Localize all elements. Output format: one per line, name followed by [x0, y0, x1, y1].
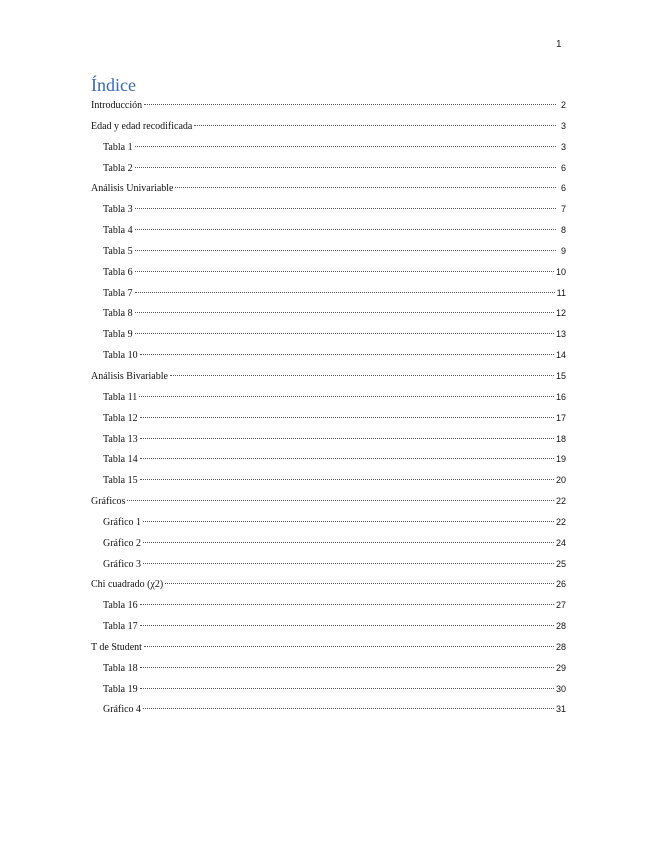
toc-entry-page: 18: [555, 433, 566, 444]
toc-entry-page: 17: [555, 412, 566, 423]
toc-entry-label: Tabla 13: [103, 433, 138, 445]
toc-entry[interactable]: [91, 305, 566, 326]
toc-dot-leader: [140, 458, 554, 459]
toc-entry-label: Tabla 5: [103, 245, 133, 257]
toc-entry-page: 26: [555, 579, 566, 590]
toc-entry-label: Tabla 17: [103, 621, 138, 633]
toc-dot-leader: [135, 167, 556, 168]
toc-entry[interactable]: [91, 597, 566, 618]
toc-entry-page: 19: [555, 454, 566, 465]
toc-entry[interactable]: [91, 243, 566, 264]
toc-entry[interactable]: [91, 701, 566, 722]
toc-entry-page: 2: [560, 100, 566, 110]
toc-entry-label: Tabla 18: [103, 662, 138, 674]
toc-entry[interactable]: [91, 410, 566, 431]
toc-entry-page: 9: [560, 245, 566, 256]
toc-entry-page: 10: [555, 266, 566, 277]
toc-entry-page: 28: [555, 621, 566, 632]
toc-dot-leader: [135, 292, 555, 293]
toc-entry[interactable]: [91, 285, 566, 306]
toc-entry-page: 14: [555, 350, 566, 361]
toc-entry-label: Tabla 8: [103, 308, 133, 320]
toc-entry[interactable]: [91, 681, 566, 702]
toc-entry-label: Tabla 7: [103, 287, 133, 299]
toc-dot-leader: [175, 187, 556, 188]
toc-entry-page: 12: [555, 308, 566, 319]
toc-dot-leader: [140, 688, 554, 689]
toc-entry-label: Gráficos: [91, 496, 126, 508]
toc-entry-page: 3: [560, 141, 566, 152]
toc-entry[interactable]: [91, 472, 566, 493]
page-number: 1: [556, 39, 562, 50]
toc-entry[interactable]: [91, 201, 566, 222]
toc-dot-leader: [135, 312, 554, 313]
toc-entry[interactable]: [91, 493, 566, 514]
toc-entry[interactable]: [91, 660, 566, 681]
toc-entry-page: 20: [555, 475, 566, 486]
toc-dot-leader: [140, 354, 554, 355]
toc-entry-label: Tabla 9: [103, 329, 133, 341]
toc-entry[interactable]: [91, 535, 566, 556]
toc-entry-label: Tabla 11: [103, 391, 138, 403]
toc-entry[interactable]: [91, 368, 566, 389]
toc-dot-leader: [139, 396, 554, 397]
toc-entry[interactable]: [91, 576, 566, 597]
toc-entry-label: T de Student: [91, 641, 142, 653]
toc-entry-label: Análisis Bivariable: [91, 370, 168, 382]
toc-entry-page: 31: [555, 704, 566, 715]
toc-dot-leader: [144, 104, 556, 105]
toc-entry[interactable]: [91, 118, 566, 139]
toc-entry-label: Chi cuadrado (χ2): [91, 579, 164, 591]
toc-entry-page: 24: [555, 537, 566, 548]
toc-entry[interactable]: [91, 139, 566, 160]
toc-dot-leader: [140, 604, 554, 605]
toc-entry-label: Tabla 19: [103, 683, 138, 695]
toc-dot-leader: [140, 438, 554, 439]
toc-entry-page: 7: [560, 204, 566, 215]
toc-entry[interactable]: [91, 451, 566, 472]
toc-entry-label: Tabla 10: [103, 350, 138, 362]
toc-dot-leader: [143, 542, 554, 543]
toc-dot-leader: [194, 125, 556, 126]
toc-entry-label: Tabla 12: [103, 412, 138, 424]
toc-entry-page: 30: [555, 683, 566, 694]
toc-entry-label: Análisis Univariable: [91, 183, 174, 195]
toc-entry-page: 6: [560, 162, 566, 173]
toc-entry-page: 15: [555, 370, 566, 381]
toc-dot-leader: [140, 417, 554, 418]
toc-entry-label: Gráfico 1: [103, 516, 142, 528]
toc-entry-page: 8: [560, 225, 566, 236]
toc-entry-label: Gráfico 2: [103, 537, 142, 549]
toc-entry-page: 27: [555, 600, 566, 611]
toc-dot-leader: [135, 146, 556, 147]
toc-entry-label: Gráfico 3: [103, 558, 142, 570]
toc-entry[interactable]: [91, 618, 566, 639]
toc-dot-leader: [143, 563, 554, 564]
toc-entry-label: Tabla 2: [103, 162, 133, 174]
toc-entry[interactable]: [91, 222, 566, 243]
toc-entry-label: Tabla 14: [103, 454, 138, 466]
toc-dot-leader: [165, 583, 554, 584]
toc-entry-label: Tabla 15: [103, 475, 138, 487]
table-of-contents: [91, 97, 566, 722]
toc-entry[interactable]: [91, 160, 566, 181]
toc-dot-leader: [140, 625, 554, 626]
toc-entry[interactable]: [91, 389, 566, 410]
toc-dot-leader: [135, 333, 554, 334]
toc-dot-leader: [144, 646, 554, 647]
toc-entry-page: 11: [556, 287, 566, 298]
toc-entry-label: Gráfico 4: [103, 704, 142, 716]
toc-entry-page: 25: [555, 558, 566, 569]
toc-entry-label: Introducción: [91, 100, 143, 111]
toc-entry-page: 29: [555, 662, 566, 673]
toc-dot-leader: [143, 521, 554, 522]
toc-dot-leader: [135, 250, 556, 251]
toc-entry-page: 22: [555, 516, 566, 527]
toc-entry-label: Tabla 6: [103, 266, 133, 278]
toc-dot-leader: [140, 667, 554, 668]
toc-entry-label: Edad y edad recodificada: [91, 120, 193, 132]
toc-entry[interactable]: [91, 97, 566, 118]
toc-entry-page: 28: [555, 641, 566, 652]
toc-entry[interactable]: [91, 180, 566, 201]
toc-entry-page: 6: [560, 183, 566, 194]
toc-dot-leader: [135, 208, 556, 209]
toc-title: Índice: [91, 75, 136, 95]
toc-dot-leader: [143, 708, 554, 709]
toc-entry[interactable]: [91, 326, 566, 347]
toc-entry[interactable]: [91, 431, 566, 452]
toc-entry-label: Tabla 1: [103, 141, 133, 153]
toc-entry-label: Tabla 16: [103, 600, 138, 612]
toc-entry[interactable]: [91, 514, 566, 535]
toc-dot-leader: [170, 375, 554, 376]
toc-entry[interactable]: [91, 264, 566, 285]
toc-entry-page: 22: [555, 496, 566, 507]
toc-dot-leader: [127, 500, 554, 501]
toc-entry-label: Tabla 4: [103, 225, 133, 237]
toc-dot-leader: [140, 479, 554, 480]
toc-entry-label: Tabla 3: [103, 204, 133, 216]
toc-entry[interactable]: [91, 556, 566, 577]
toc-entry-page: 16: [555, 391, 566, 402]
toc-dot-leader: [135, 271, 554, 272]
toc-entry-page: 13: [555, 329, 566, 340]
toc-entry-page: 3: [560, 120, 566, 131]
toc-dot-leader: [135, 229, 556, 230]
toc-entry[interactable]: [91, 347, 566, 368]
toc-entry[interactable]: [91, 639, 566, 660]
